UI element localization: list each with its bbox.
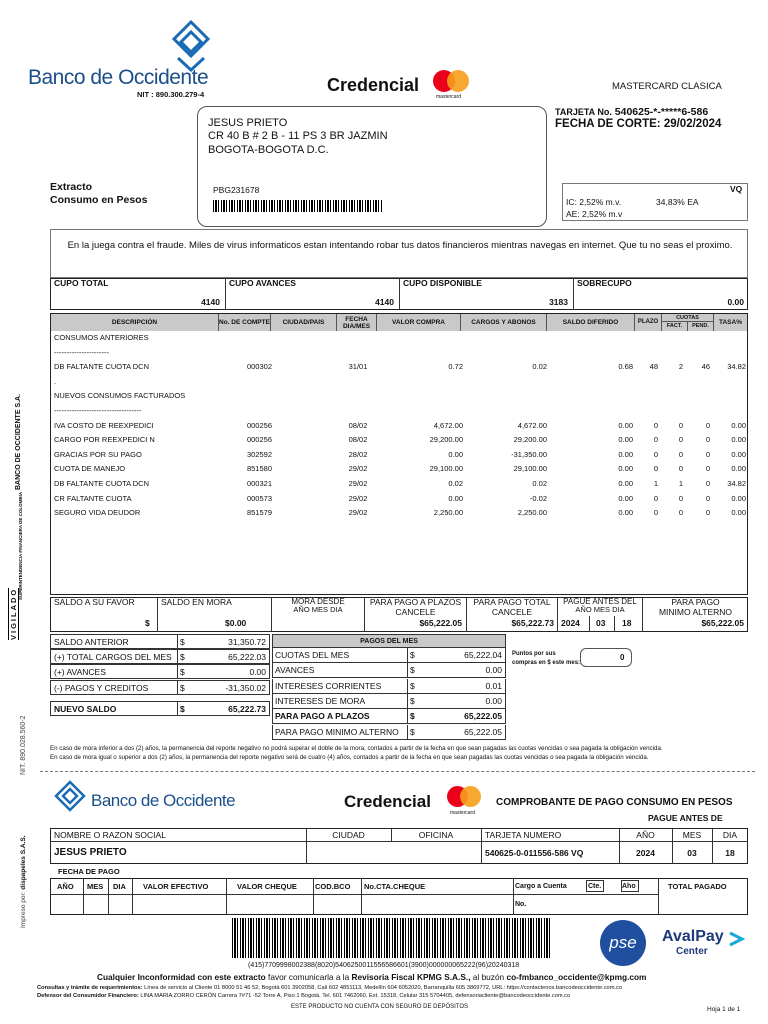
summary-label: (+) AVANCES — [54, 667, 106, 678]
pagos-row — [272, 694, 506, 709]
cell-fact: 0 — [678, 493, 683, 503]
cell-tasa: 0.00 — [731, 464, 746, 474]
coupon-mastercard-label: mastercard — [450, 810, 476, 816]
pague-antes-ymd: AÑO MES DIA — [575, 605, 625, 614]
cell-plazo: 1 — [653, 479, 658, 488]
cell-tasa: 0.00 — [731, 420, 746, 430]
page-number: Hoja 1 de 1 — [707, 1006, 741, 1013]
th-abono: CARGOS Y ABONOS — [461, 314, 547, 331]
coupon-credencial: Credencial — [344, 792, 431, 811]
cell-tasa: 34.82 — [727, 362, 746, 372]
cell-plazo: 48 — [649, 362, 658, 372]
summary-value: 31,350.72 — [228, 637, 266, 647]
pague-month: 03 — [596, 618, 606, 628]
rates-ae: AE: 2,52% m.v — [566, 209, 623, 219]
cut-line — [40, 771, 755, 772]
pagos-label: PARA PAGO A PLAZOS — [275, 711, 370, 722]
mora-desde-label: MORA DESDE — [291, 597, 345, 606]
th-pend: PEND. — [692, 323, 709, 329]
summary-label: (-) PAGOS Y CREDITOS — [54, 682, 149, 693]
coupon-nombre-label: NOMBRE O RAZON SOCIAL — [54, 830, 166, 840]
pay-no-label: No. — [515, 901, 527, 908]
fraud-message: En la juega contra el fraude. Miles de virus informaticos estan intentando robar tus datos financieros mientras navegas en internet. Que tu no seas el proximo. — [67, 240, 733, 251]
sobrecupo: 0.00 — [727, 297, 744, 307]
cell-desc: ---------------------- — [54, 347, 109, 357]
minimo-label-2: MINIMO ALTERNO — [658, 607, 733, 617]
th-city: CIUDAD/PAIS — [271, 314, 337, 331]
pagos-label: CUOTAS DEL MES — [275, 650, 350, 660]
avalpay-logo — [662, 929, 724, 959]
pay-total-label: TOTAL PAGADO — [668, 882, 727, 891]
table-row — [52, 330, 748, 345]
cupo-total-label: CUPO TOTAL — [54, 278, 109, 288]
cell-fact: 0 — [678, 508, 683, 518]
side-vigilado: VIGILADO — [9, 587, 18, 640]
cupo-disponible: 3183 — [549, 297, 568, 307]
cell-fact: 2 — [678, 362, 683, 372]
footer-line-4: ESTE PRODUCTO NO CUENTA CON SEGURO DE DEPÓSITOS — [291, 1004, 469, 1010]
puntos-label: Puntos por sus compras en $ este mes: — [512, 651, 581, 666]
table-row — [52, 432, 748, 447]
cell-pend: 0 — [705, 420, 710, 430]
minimo-label: PARA PAGO — [671, 597, 720, 607]
total-value: $65,222.73 — [511, 618, 554, 628]
cell-pend: 46 — [701, 362, 710, 372]
cell-date: 08/02 — [348, 420, 368, 430]
footer-line-2: Consultas y trámite de requerimientos: Línea de servicio al Cliente 01 8000 51 46 52, Bogotá 601 3902058, Cali 602 4851113, Medellín 604 6052020, Barranquilla 605 3869772, URL: https://contactenos.bancodeoccidente.com.co — [37, 985, 623, 991]
pagos-value: 65,222.05 — [464, 711, 502, 722]
cell-comp: 000302 — [246, 362, 272, 372]
pagos-value: 65,222.04 — [464, 650, 502, 660]
cell-tasa: 0.00 — [731, 493, 746, 503]
table-row — [52, 345, 748, 360]
fecha-pago-label: FECHA DE PAGO — [58, 867, 120, 876]
sobrecupo-label: SOBRECUPO — [577, 278, 632, 288]
mastercard-icon — [433, 70, 469, 92]
cell-plazo: 0 — [653, 449, 658, 459]
minimo-value: $65,222.05 — [701, 618, 744, 628]
cell-comp: 000321 — [246, 479, 272, 488]
saldo-mora-label: SALDO EN MORA — [161, 597, 232, 607]
coupon-pague: PAGUE ANTES DE — [648, 813, 723, 823]
th-desc: DESCRIPCIÓN — [51, 314, 219, 331]
cell-pend: 0 — [705, 449, 710, 459]
pague-year: 2024 — [561, 618, 580, 628]
table-row — [52, 491, 748, 506]
th-tasa: TASA% — [714, 314, 747, 331]
table-row — [52, 505, 748, 520]
extract-label-2: Consumo en Pesos — [50, 194, 148, 206]
cupo-disponible-label: CUPO DISPONIBLE — [403, 278, 482, 288]
table-row — [52, 359, 748, 374]
summary-value: -31,350.02 — [225, 682, 266, 693]
coupon-bank-name: Banco de Occidente — [91, 791, 236, 810]
cell-date: 28/02 — [348, 449, 368, 459]
cell-desc: DB FALTANTE CUOTA DCN — [54, 479, 150, 488]
cell-dif: 0.00 — [618, 449, 633, 459]
summary-label: NUEVO SALDO — [54, 703, 117, 714]
plazos-cancele: CANCELE — [395, 607, 436, 617]
coupon-day: 18 — [725, 848, 735, 858]
pagos-row — [272, 648, 506, 663]
cell-fact: 0 — [678, 435, 683, 445]
cupo-avances: 4140 — [375, 297, 394, 307]
cell-plazo: 0 — [653, 493, 658, 503]
footer-line-1: Cualquier Inconformidad con este extracto favor comunicarla a la Revisoria Fiscal KPMG S.A.S., al buzón co-fmbanco_occidente@kpmg.com — [97, 972, 647, 982]
cupo-avances-label: CUPO AVANCES — [229, 278, 296, 288]
pagos-currency: $ — [410, 726, 415, 737]
mastercard-label: mastercard — [436, 94, 462, 100]
cell-plazo: 0 — [653, 508, 658, 518]
card-type: MASTERCARD CLASICA — [612, 81, 722, 92]
pay-cheque-label: VALOR CHEQUE — [237, 882, 297, 891]
rates-ea: 34,83% EA — [656, 197, 699, 207]
summary-currency: $ — [180, 652, 185, 663]
cell-abono: 29,200.00 — [513, 435, 547, 445]
coupon-ciudad-label: CIUDAD — [332, 830, 365, 840]
pagos-currency: $ — [410, 650, 415, 660]
cell-date: 29/02 — [348, 508, 368, 518]
coupon-mes-label: MES — [682, 830, 702, 840]
cell-abono: -0.02 — [529, 493, 547, 503]
pagos-value: 0.01 — [485, 680, 502, 691]
cell-comp: 302592 — [246, 449, 272, 459]
th-comp: No. DE COMPTE — [219, 314, 271, 331]
rates-vq: VQ — [730, 184, 743, 194]
coupon-title: COMPROBANTE DE PAGO CONSUMO EN PESOS — [496, 797, 733, 808]
avalpay-label: AvalPay — [662, 928, 724, 945]
cell-abono: 2,250.00 — [517, 508, 547, 518]
pague-antes-label: PAGUE ANTES DEL — [563, 597, 637, 606]
pay-nocta-label: No.CTA.CHEQUE — [364, 882, 426, 891]
cell-desc: SEGURO VIDA DEUDOR — [54, 508, 141, 518]
pay-efectivo-label: VALOR EFECTIVO — [143, 882, 209, 891]
summary-currency: $ — [180, 667, 185, 678]
cell-desc: IVA COSTO DE REEXPEDICI — [54, 420, 154, 430]
pague-day: 18 — [622, 618, 632, 628]
table-row — [52, 403, 748, 418]
card-number-label: TARJETA No. — [555, 107, 612, 117]
cell-date: 08/02 — [348, 435, 368, 445]
pagos-label: PARA PAGO MINIMO ALTERNO — [275, 726, 399, 737]
cell-plazo: 0 — [653, 464, 658, 474]
side-super: SUPERINTENDENCIA FINANCIERA DE COLOMBIA — [18, 491, 23, 600]
cell-date: 29/02 — [348, 493, 368, 503]
summary-currency: $ — [180, 637, 185, 647]
cell-desc: DB FALTANTE CUOTA DCN — [54, 362, 150, 372]
pagos-label: AVANCES — [275, 665, 315, 676]
cell-plazo: 0 — [653, 435, 658, 445]
cell-desc: CARGO POR REEXPEDICI N — [54, 435, 155, 445]
bank-logo-icon — [168, 20, 214, 72]
cell-plazo: 0 — [653, 420, 658, 430]
cell-val: 4,672.00 — [433, 420, 463, 430]
coupon-oficina-label: OFICINA — [418, 830, 454, 840]
pagos-label: INTERESES CORRIENTES — [275, 680, 382, 691]
cell-fact: 0 — [678, 449, 683, 459]
avalpay-center: Center — [676, 946, 708, 957]
fraud-box — [50, 229, 748, 278]
coupon-mastercard-icon — [447, 786, 481, 808]
rates-ic: IC: 2,52% m.v. — [566, 197, 622, 207]
cell-desc: GRACIAS POR SU PAGO — [54, 449, 142, 459]
cell-comp: 000256 — [246, 420, 272, 430]
table-row — [52, 388, 748, 403]
cell-fact: 0 — [678, 464, 683, 474]
coupon-card: 540625-0-011556-586 VQ — [485, 848, 584, 858]
th-fact: FACT. — [662, 322, 688, 331]
table-row — [52, 476, 748, 491]
coupon-year: 2024 — [636, 848, 655, 858]
th-dif: SALDO DIFERIDO — [547, 314, 635, 331]
cell-tasa: 34.82 — [727, 479, 746, 488]
pse-icon: pse — [600, 920, 646, 966]
summary-value: 65,222.03 — [228, 652, 266, 663]
barcode-text: (415)7709998002388(8020)5406250011556586601(3900)000000065222(96)20240318 — [248, 962, 520, 969]
pagos-value: 0.00 — [485, 695, 502, 706]
cell-pend: 0 — [705, 508, 710, 518]
cell-comp: 000256 — [246, 435, 272, 445]
cell-tasa: 0.00 — [731, 435, 746, 445]
cell-abono: 0.02 — [532, 362, 547, 372]
mora-text-1: En caso de mora inferior a dos (2) años, la permanencia del reporte negativo no podrá superar el doble de la mora, contados a partir de la fecha en que sean pagadas las cuotas vencidas o sea pagada la obligación vencida. — [50, 745, 663, 752]
mora-text-2: En caso de mora igual o superior a dos (2) años, la permanencia del reporte negativo será de cuatro (4) años, contados a partir de la fecha en que sean pagadas las cuotas vencidas o sea pagada la obligación vencida. — [50, 754, 649, 761]
pay-ano-label: AÑO — [57, 882, 74, 891]
pay-mes-label: MES — [87, 882, 104, 891]
summary-row — [50, 680, 270, 695]
th-val: VALOR COMPRA — [377, 314, 461, 331]
cell-dif: 0.00 — [618, 464, 633, 474]
coupon-dia-label: DIA — [722, 830, 738, 840]
cell-dif: 0.00 — [618, 435, 633, 445]
cell-comp: 851580 — [246, 464, 272, 474]
card-number-row — [555, 106, 708, 118]
bank-nit: NIT : 890.300.279-4 — [137, 90, 205, 99]
th-cuotas-label: CUOTAS — [662, 315, 713, 322]
card-number: 540625-*-*****6-586 — [614, 106, 709, 118]
puntos-value: 0 — [620, 653, 625, 662]
pay-codbco-label: COD.BCO — [315, 882, 351, 891]
pagos-label: INTERESES DE MORA — [275, 695, 366, 706]
cell-desc: CONSUMOS ANTERIORES — [54, 333, 149, 342]
table-row — [52, 374, 748, 389]
summary-row — [50, 634, 270, 649]
pay-cargo-label: Cargo a Cuenta — [515, 883, 567, 890]
address-barcode — [213, 200, 383, 212]
coupon-tarjeta-label: TARJETA NUMERO — [485, 830, 562, 840]
avalpay-arrow-icon — [727, 929, 747, 949]
cell-pend: 0 — [705, 479, 710, 488]
extract-label-1: Extracto — [50, 181, 93, 193]
side-bank: BANCO DE OCCIDENTE S.A. — [15, 393, 22, 490]
side-printed: Impreso por: dispapeles S.A.S. — [20, 835, 27, 928]
side-code: NIT. 890.028.560-2 — [20, 715, 27, 775]
plazos-label: PARA PAGO A PLAZOS — [369, 597, 462, 607]
pay-dia-label: DIA — [113, 882, 126, 891]
cell-abono: 4,672.00 — [517, 420, 547, 430]
cell-desc: CR FALTANTE CUOTA — [54, 493, 132, 503]
cell-desc: . — [54, 376, 57, 386]
cell-date: 29/02 — [348, 479, 368, 488]
table-row — [52, 461, 748, 476]
cell-comp: 851579 — [246, 508, 272, 518]
pagos-row — [272, 679, 506, 694]
cell-val: 0.02 — [448, 479, 463, 488]
th-plazo: PLAZO — [635, 314, 662, 331]
plazos-value: $65,222.05 — [419, 618, 462, 628]
pagos-currency: $ — [410, 665, 415, 676]
coupon-name: JESUS PRIETO — [54, 847, 127, 858]
cell-val: 29,100.00 — [429, 464, 463, 474]
summary-row — [50, 649, 270, 664]
cell-comp: 000573 — [246, 493, 272, 503]
cell-val: 0.72 — [448, 362, 463, 372]
footer-line-3: Defensor del Consumidor Financiero: LINA MARIA ZORRO CERÓN Carrera 7#71 -52 Torre A, Piso 1 Bogotá. Tel. 601 7462060, Ext. 15318, Celular 315 5704405, defensoriacliente@bancodeoccidente.com.co — [37, 993, 571, 999]
pagos-row — [272, 725, 506, 740]
summary-label: SALDO ANTERIOR — [54, 637, 129, 647]
coupon-ano-label: AÑO — [636, 830, 655, 840]
total-cancele: CANCELE — [491, 607, 533, 617]
cell-abono: -31,350.00 — [511, 449, 547, 459]
saldo-favor: $ — [145, 618, 150, 628]
pagos-title: PAGOS DEL MES — [272, 634, 506, 648]
cell-val: 0.00 — [448, 493, 463, 503]
cell-pend: 0 — [705, 464, 710, 474]
pagos-currency: $ — [410, 711, 415, 722]
payment-barcode — [232, 918, 552, 958]
saldo-favor-label: SALDO A SU FAVOR — [54, 597, 135, 607]
address-code: PBG231678 — [213, 185, 260, 195]
coupon-month: 03 — [687, 848, 697, 858]
coupon-bank-logo-icon — [53, 780, 87, 814]
cell-val: 0.00 — [448, 449, 463, 459]
th-cuotas — [662, 314, 714, 331]
pay-aho-label: Aho — [622, 883, 636, 890]
cell-pend: 0 — [705, 435, 710, 445]
address-name: JESUS PRIETO — [208, 117, 288, 129]
summary-value: 65,222.73 — [228, 703, 266, 714]
pagos-currency: $ — [410, 695, 415, 706]
cell-date: 29/02 — [348, 464, 368, 474]
cell-pend: 0 — [705, 493, 710, 503]
cell-desc: ----------------------------------- — [54, 406, 142, 415]
th-date: FECHA DIA/MES — [337, 314, 377, 331]
cell-tasa: 0.00 — [731, 449, 746, 459]
cell-abono: 0.02 — [532, 479, 547, 488]
cell-dif: 0.00 — [618, 508, 633, 518]
address-line2: BOGOTA-BOGOTA D.C. — [208, 144, 329, 156]
summary-value: 0.00 — [249, 667, 266, 678]
total-label: PARA PAGO TOTAL — [473, 597, 551, 607]
bank-name: Banco de Occidente — [28, 66, 209, 89]
cupo-total: 4140 — [201, 297, 220, 307]
address-line1: CR 40 B # 2 B - 11 PS 3 BR JAZMIN — [208, 130, 388, 142]
cell-fact: 1 — [678, 479, 683, 488]
credencial-title: Credencial — [327, 75, 420, 95]
table-row — [52, 447, 748, 462]
cell-fact: 0 — [678, 420, 683, 430]
pagos-value: 65,222.05 — [464, 726, 502, 737]
mora-desde-ymd: AÑO MES DIA — [293, 605, 343, 614]
pagos-row — [272, 663, 506, 678]
cell-val: 29,200.00 — [429, 435, 463, 445]
cell-desc: NUEVOS CONSUMOS FACTURADOS — [54, 391, 186, 401]
summary-row — [50, 664, 270, 679]
cell-dif: 0.00 — [618, 479, 633, 488]
summary-currency: $ — [180, 703, 185, 714]
cell-date: 31/01 — [348, 362, 368, 372]
cell-desc: CUOTA DE MANEJO — [54, 464, 126, 474]
cell-abono: 29,100.00 — [513, 464, 547, 474]
pagos-value: 0.00 — [485, 665, 502, 676]
cell-val: 2,250.00 — [433, 508, 463, 518]
pagos-currency: $ — [410, 680, 415, 691]
cut-date: FECHA DE CORTE: 29/02/2024 — [555, 118, 722, 130]
cell-dif: 0.00 — [618, 420, 633, 430]
summary-row — [50, 701, 270, 716]
summary-label: (+) TOTAL CARGOS DEL MES — [54, 652, 172, 663]
pagos-row — [272, 709, 506, 724]
pay-cte-label: Cte. — [588, 883, 602, 890]
cell-tasa: 0.00 — [731, 508, 746, 518]
cell-dif: 0.00 — [618, 493, 633, 503]
saldo-mora: $0.00 — [225, 618, 247, 628]
cell-dif: 0.68 — [618, 362, 633, 372]
summary-currency: $ — [180, 682, 185, 693]
table-row — [52, 418, 748, 433]
